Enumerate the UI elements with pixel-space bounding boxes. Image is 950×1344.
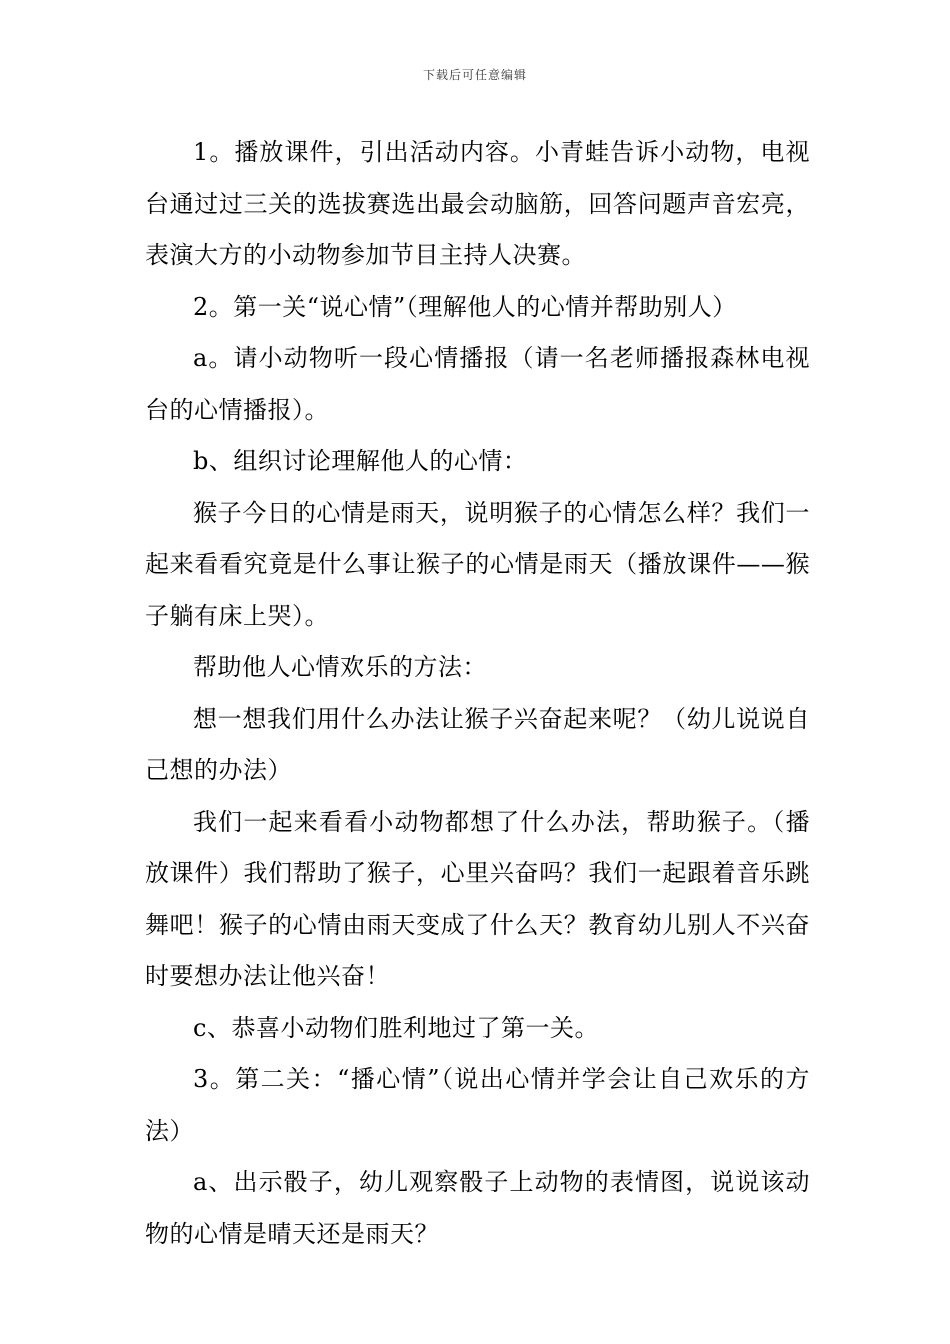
- paragraph-4: b、组织讨论理解他人的心情：: [193, 447, 528, 475]
- paragraph-6: 帮助他人心情欢乐的方法：: [193, 653, 487, 681]
- paragraph-11: a、出示骰子，幼儿观察骰子上动物的表情图，说说该动物的心情是晴天还是雨天？: [145, 1168, 810, 1248]
- document-body: [145, 127, 810, 1260]
- paragraph-10: 3。第二关：“播心情”（说出心情并学会让自己欢乐的方法）: [145, 1065, 810, 1145]
- paragraph-9: c、恭喜小动物们胜利地过了第一关。: [193, 1013, 599, 1042]
- paragraph-5: 猴子今日的心情是雨天，说明猴子的心情怎么样？我们一起来看看究竟是什么事让猴子的心情是雨天（播放课件——猴子躺有床上哭）。: [145, 498, 810, 630]
- paragraph-2: 2。第一关“说心情”（理解他人的心情并帮助别人）: [193, 292, 737, 321]
- paragraph-3: a。请小动物听一段心情播报（请一名老师播报森林电视台的心情播报）。: [145, 344, 810, 424]
- paragraph-8: 我们一起来看看小动物都想了什么办法，帮助猴子。（播放课件）我们帮助了猴子，心里兴奋吗？我们一起跟着音乐跳舞吧！猴子的心情由雨天变成了什么天？教育幼儿别人不兴奋时要想办法让他兴奋！: [145, 807, 810, 990]
- paragraph-1: 1。播放课件，引出活动内容。小青蛙告诉小动物，电视台通过过三关的选拔赛选出最会动脑筋，回答问题声音宏亮，表演大方的小动物参加节目主持人决赛。: [145, 138, 810, 269]
- page-header-note: 下载后可任意编辑: [422, 68, 527, 82]
- paragraph-7: 想一想我们用什么办法让猴子兴奋起来呢？（幼儿说说自己想的办法）: [145, 704, 810, 784]
